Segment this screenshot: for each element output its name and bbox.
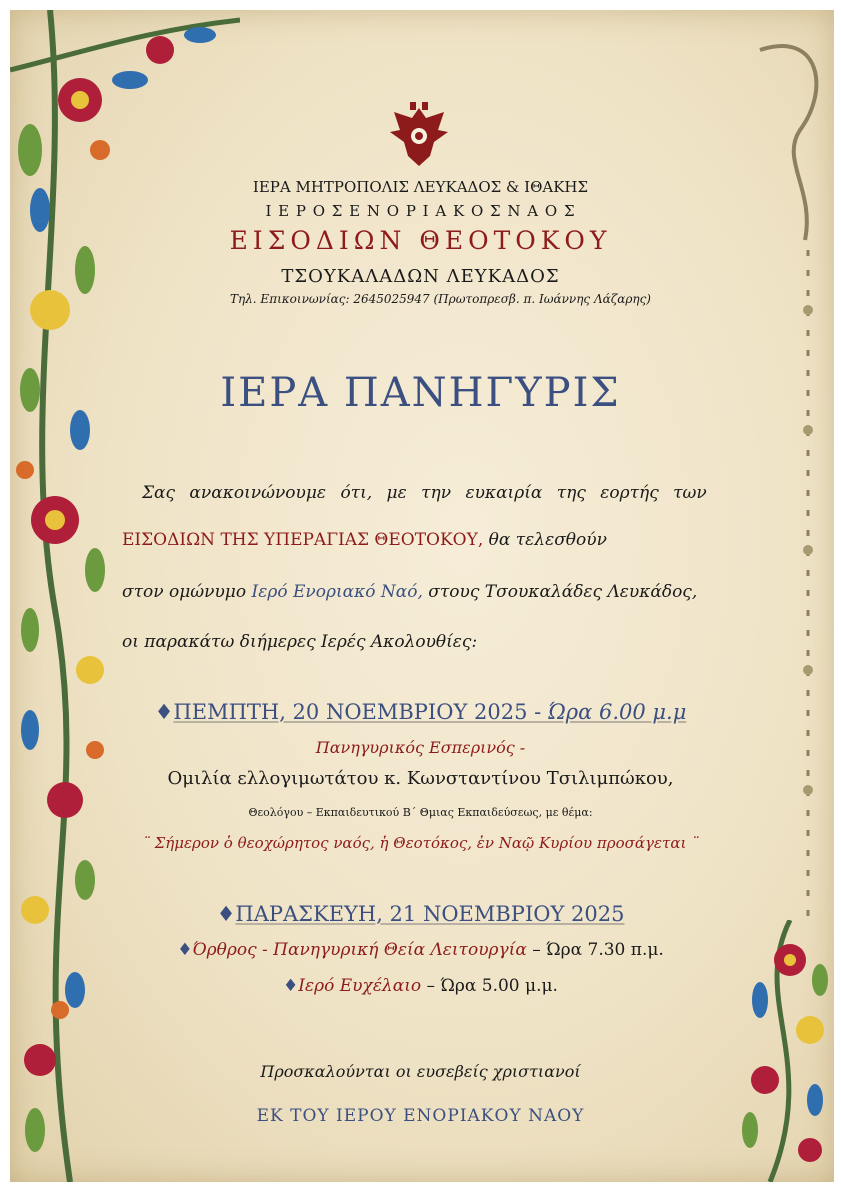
- header-location: ΤΣΟΥΚΑΛΑΔΩΝ ΛΕΥΚΑΔΟΣ: [281, 266, 560, 287]
- diamond-bullet-icon: ♦: [154, 700, 174, 724]
- page-title: ΙΕΡΑ ΠΑΝΗΓΥΡΙΣ: [220, 370, 621, 416]
- signature: ΕΚ ΤΟΥ ΙΕΡΟΥ ΕΝΟΡΙΑΚΟΥ ΝΑΟΥ: [256, 1106, 585, 1126]
- header-parish-church: Ι Ε Ρ Ο Σ Ε Ν Ο Ρ Ι Α Κ Ο Σ Ν Α Ο Σ: [265, 202, 576, 220]
- day1-heading: ♦ΠΕΜΠΤΗ, 20 ΝΟΕΜΒΡΙΟΥ 2025 - Ώρα 6.00 μ.μ: [154, 700, 687, 724]
- day1-speech: Ομιλία ελλογιμωτάτου κ. Κωνσταντίνου Τσιλιμπώκου,: [167, 768, 674, 789]
- day2-item-efchelaio: ♦Ιερό Ευχέλαιο – Ώρα 5.00 μ.μ.: [283, 976, 558, 996]
- invitation: Προσκαλούνται οι ευσεβείς χριστιανοί: [260, 1062, 581, 1081]
- day1-topic: ¨ Σήμερον ὁ θεοχώρητος ναός, ἡ Θεοτόκος, ἐν Ναῷ Κυρίου προσάγεται ¨: [142, 834, 699, 852]
- header-metropolis: ΙΕΡΑ ΜΗΤΡΟΠΟΛΙΣ ΛΕΥΚΑΔΟΣ & ΙΘΑΚΗΣ: [252, 178, 589, 196]
- diamond-bullet-icon: ♦: [216, 902, 236, 926]
- diamond-bullet-icon: ♦: [177, 940, 193, 960]
- header-phone: Τηλ. Επικοινωνίας: 2645025947 (Πρωτοπρεσβ. π. Ιωάννης Λάζαρης): [230, 292, 651, 306]
- day1-service: Πανηγυρικός Εσπερινός -: [315, 738, 526, 757]
- day1-speaker-role: Θεολόγου – Εκπαιδευτικού Β΄ Θμιας Εκπαιδεύσεως, με θέμα:: [248, 806, 593, 819]
- day2-heading: ♦ΠΑΡΑΣΚΕΥΗ, 21 ΝΟΕΜΒΡΙΟΥ 2025: [216, 902, 625, 926]
- header-church-name: ΕΙΣΟΔΙΩΝ ΘΕΟΤΟΚΟΥ: [229, 226, 612, 255]
- diamond-bullet-icon: ♦: [283, 976, 299, 996]
- intro-line-2: ΕΙΣΟΔΙΩΝ ΤΗΣ ΥΠΕΡΑΓΙΑΣ ΘΕΟΤΟΚΟΥ, θα τελεσθούν: [122, 530, 607, 550]
- feast-name: ΕΙΣΟΔΙΩΝ ΤΗΣ ΥΠΕΡΑΓΙΑΣ ΘΕΟΤΟΚΟΥ,: [122, 530, 484, 550]
- intro-line-3: στον ομώνυμο Ιερό Ενοριακό Ναό, στους Τσουκαλάδες Λευκάδος,: [122, 582, 698, 602]
- double-headed-eagle-emblem: [386, 100, 452, 172]
- day2-item-orthros: ♦Όρθρος - Πανηγυρική Θεία Λειτουργία – Ώρα 7.30 π.μ.: [177, 940, 664, 960]
- intro-line-1: Σας ανακοινώνουμε ότι, με την ευκαιρία της εορτής των: [142, 483, 707, 503]
- intro-line-4: οι παρακάτω διήμερες Ιερές Ακολουθίες:: [122, 632, 478, 652]
